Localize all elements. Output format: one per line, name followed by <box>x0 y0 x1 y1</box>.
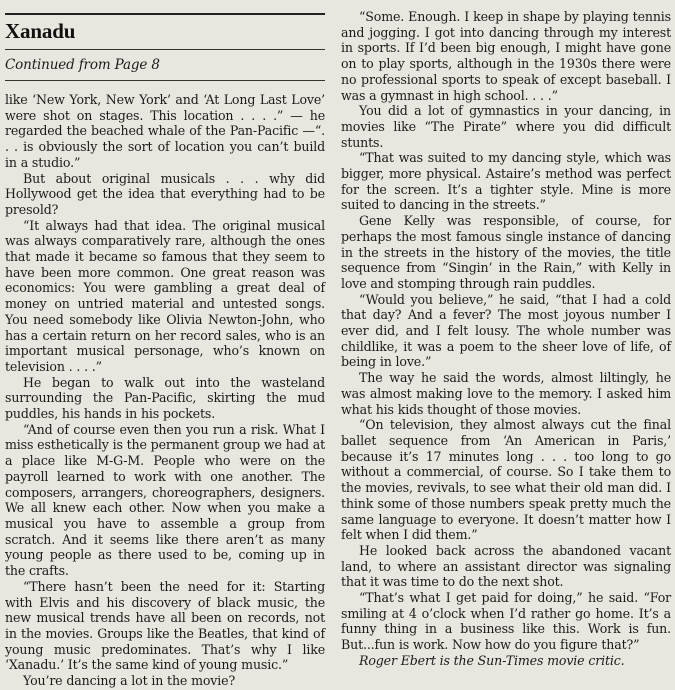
top-rule <box>5 13 325 15</box>
paragraph: You did a lot of gymnastics in your dancing, in movies like “The Pirate” where you did difficult stunts. <box>341 103 671 150</box>
headline-rule <box>5 49 325 50</box>
paragraph: Gene Kelly was responsible, of course, for perhaps the most famous single instance of dancing in the streets in the history of the movies, the title sequence from “Singin’ in the Rain,” with Kelly in love and stomping through rain puddles. <box>341 213 671 291</box>
paragraph: “That’s what I get paid for doing,” he said. “For smiling at 4 o’clock when I’d rather go home. It’s a funny thing in a business like this. Work is fun. But...fun is work. Now how do you figure that?” <box>341 590 671 653</box>
right-column <box>341 9 671 669</box>
paragraph: “Would you believe,” he said, “that I had a cold that day? And a fever? The most joyous number I ever did, and I felt lousy. The whole number was childlike, it was a poem to the sheer love of life, of being in love.” <box>341 291 671 370</box>
headline: Xanadu <box>5 19 76 43</box>
paragraph: “There hasn’t been the need for it: Starting with Elvis and his discovery of black music, the new musical trends have all been on records, not in the movies. Groups like the Beatles, that kind of young music predominates. That’s why I like ‘Xanadu.’ It’s the same kind of young music.” <box>5 578 325 673</box>
paragraph: like ‘New York, New York’ and ‘At Long Last Love’ were shot on stages. This location . . . .” — he regarded the beached whale of the Pan-Pacific —“. . . is obviously the sort of location you can’t build in a studio.” <box>5 92 325 170</box>
paragraph: You’re dancing a lot in the movie? <box>23 673 236 689</box>
author-signature: Roger Ebert is the Sun-Times movie critic. <box>359 652 625 668</box>
left-column <box>5 0 325 689</box>
paragraph: “It always had that idea. The original musical was always comparatively rare, although the ones that made it became so famous that they seem to have been more common. One great reason was economics: You were gambling a great deal of money on untried material and untested songs. You need somebody like Olivia Newton-John, who has a certain return on her record sales, who is an important musical personage, who’s known on television . . . .” <box>5 217 325 374</box>
paragraph: “And of course even then you run a risk. What I miss esthetically is the permanent group we had at a place like M-G-M. People who were on the payroll learned to work with one another. The composers, arrangers, choreographers, designers. We all knew each other. Now when you make a musical you have to assemble a group from scratch. And it seems like there aren’t as many young people as there used to be, coming up in the crafts. <box>5 421 325 579</box>
continued-line: Continued from Page 8 <box>5 57 160 73</box>
paragraph: He began to walk out into the wasteland surrounding the Pan-Pacific, skirting the mud puddles, his hands in his pockets. <box>5 374 325 422</box>
paragraph: He looked back across the abandoned vacant land, to where an assistant director was signaling that it was time to do the next shot. <box>341 542 671 590</box>
paragraph: The way he said the words, almost liltingly, he was almost making love to the memory. I asked him what his kids thought of those movies. <box>341 370 671 417</box>
paragraph: “That was suited to my dancing style, which was bigger, more physical. Astaire’s method was perfect for the screen. It’s a tighter style. Mine is more suited to dancing in the streets.” <box>341 150 671 213</box>
paragraph: “Some. Enough. I keep in shape by playing tennis and jogging. I got into dancing through my interest in sports. If I’d been big enough, I might have gone on to play sports, although in the 1930s there were no professional sports to speak of except baseball. I was a gymnast in high school. . . .” <box>341 9 671 103</box>
paragraph: But about original musicals . . . why did Hollywood get the idea that everything had to be presold? <box>5 170 325 217</box>
paragraph: “On television, they almost always cut the final ballet sequence from ‘An American in Paris,’ because it’s 17 minutes long . . . too long to go without a commercial, of course. So I take them to the movies, revivals, to see what their old man did. I think some of those numbers speak pretty much the same language to everyone. It doesn’t matter how I felt when I did them.” <box>341 417 671 543</box>
